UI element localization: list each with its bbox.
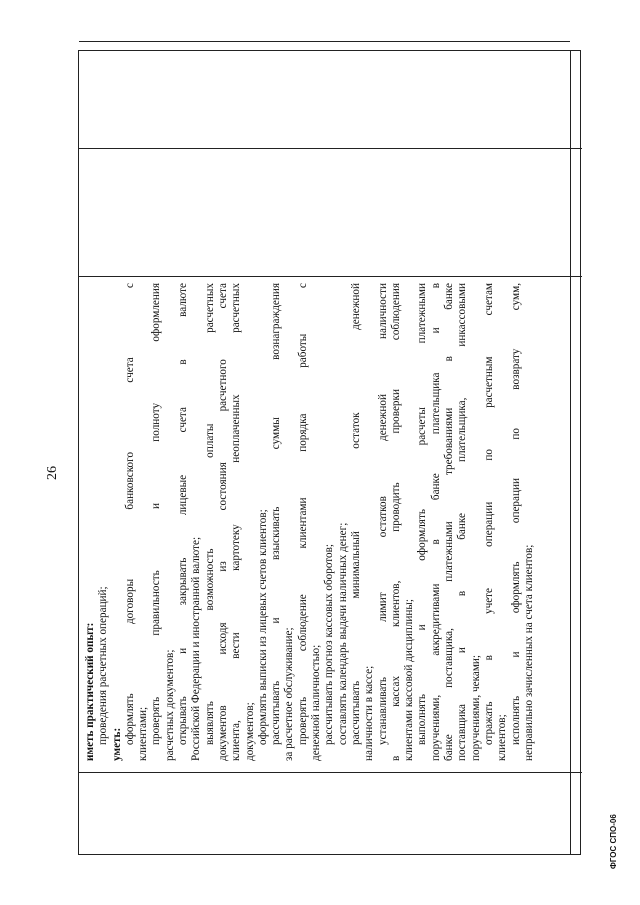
text-line: поручениями, аккредитивами в банке плательщика и в: [429, 283, 442, 761]
competency-list: [84, 283, 536, 761]
text-line: выполнять и оформлять расчеты платежными: [416, 283, 429, 745]
column-divider: [571, 772, 582, 773]
table-row-continuation: [571, 51, 582, 854]
table-row-content: [79, 51, 571, 854]
text-line: иметь практический опыт:: [84, 622, 96, 761]
text-line: клиентами;: [137, 706, 150, 761]
column-divider: [571, 276, 582, 277]
column-divider: [79, 276, 570, 277]
page-number: 26: [45, 466, 60, 480]
text-line: исполнять и оформлять операции по возврату сумм,: [509, 283, 522, 745]
text-line: проверять правильность и полноту оформления: [150, 283, 163, 745]
text-line: открывать и закрывать лицевые счета в валюте: [177, 283, 190, 745]
text-line: отражать в учете операции по расчетным счетам: [482, 283, 495, 745]
text-line: документов;: [243, 702, 256, 761]
column-divider: [79, 148, 570, 149]
table: [78, 50, 581, 855]
footer-code: ФГОС СПО-06: [609, 814, 618, 869]
text-line: уметь:: [110, 727, 123, 761]
text-line: клиентов;: [496, 714, 509, 761]
text-line: за расчетное обслуживание;: [283, 627, 296, 761]
text-line: в кассах клиентов, проводить проверки соблюдения: [389, 283, 402, 761]
text-line: поручениями, чеками;: [469, 655, 482, 761]
text-line: рассчитывать минимальный остаток денежной: [349, 283, 362, 745]
text-line: поставщика и в банке плательщика, инкассовыми: [456, 283, 469, 761]
text-line: наличности в кассе;: [363, 665, 376, 761]
text-line: составлять календарь выдачи наличных денег;: [336, 522, 349, 745]
text-line: денежной наличностью;: [310, 644, 323, 761]
text-line: клиента, вести картотеку неоплаченных расчетных: [230, 283, 243, 761]
text-line: рассчитывать и взыскивать суммы вознаграждения: [270, 283, 283, 745]
text-line: документов исходя из состояния расчетного счета: [216, 283, 229, 761]
text-line: неправильно зачисленных на счета клиентов;: [522, 544, 535, 761]
text-line: расчетных документов;: [163, 649, 176, 761]
text-line: оформлять договоры банковского счета с: [123, 283, 136, 745]
text-line: банке поставщика, платежными требованиями в банке: [443, 283, 456, 761]
text-line: проведения расчетных операций;: [97, 586, 110, 745]
text-line: проверять соблюдение клиентами порядка работы с: [296, 283, 309, 745]
text-line: клиентами кассовой дисциплины;: [403, 599, 416, 761]
column-divider: [79, 41, 570, 42]
column-divider: [571, 148, 582, 149]
text-line: устанавливать лимит остатков денежной наличности: [376, 283, 389, 745]
column-divider: [79, 772, 570, 773]
text-line: оформлять выписки из лицевых счетов клиентов;: [256, 509, 269, 745]
text-line: выявлять возможность оплаты расчетных: [203, 283, 216, 745]
text-line: рассчитывать прогноз кассовых оборотов;: [323, 543, 336, 745]
text-line: Российской Федерации и иностранной валюте;: [190, 536, 203, 761]
